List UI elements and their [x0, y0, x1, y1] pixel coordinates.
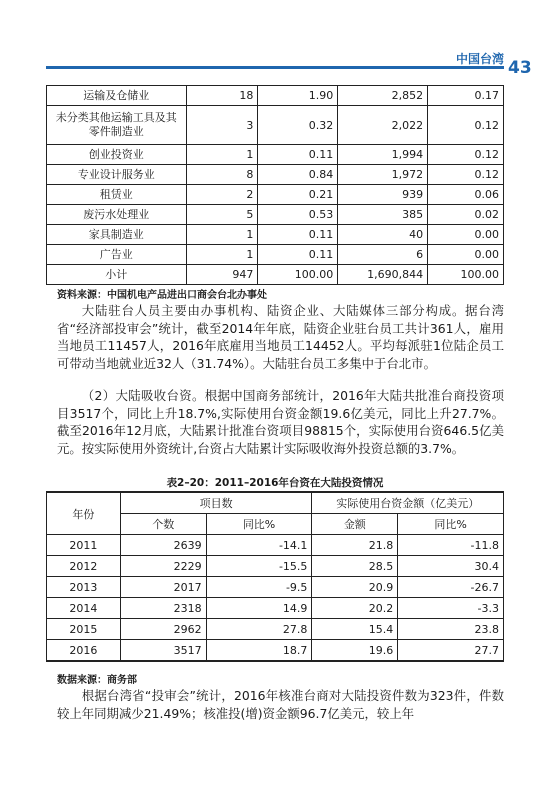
cell-value: 947 — [186, 265, 258, 285]
cell-value: -15.5 — [206, 556, 312, 577]
cell-value: 0.32 — [258, 106, 338, 145]
cell-value: 2639 — [120, 535, 206, 556]
cell-value: 1 — [186, 245, 258, 265]
cell-value: 28.5 — [312, 556, 398, 577]
header-year: 年份 — [47, 492, 121, 535]
row-label: 2016 — [47, 640, 121, 662]
cell-value: 1 — [186, 145, 258, 165]
cell-value: 0.17 — [428, 86, 504, 106]
subheader-yoy-projects: 同比% — [206, 514, 312, 535]
cell-value: 20.2 — [312, 598, 398, 619]
table-row — [47, 225, 504, 245]
cell-value: 0.11 — [258, 245, 338, 265]
cell-value: 1 — [186, 225, 258, 245]
paragraph-approvals: 根据台湾省“投审会”统计，2016年核准台商对大陆投资件数为323件，件数较上年同期减少21.49%；核准投(增)资金额96.7亿美元，较上年 — [57, 688, 504, 721]
cell-value: 18.7 — [206, 640, 312, 662]
row-label: 未分类其他运输工具及其零件制造业 — [47, 106, 187, 145]
header-projects: 项目数 — [120, 492, 312, 514]
cell-value: 0.21 — [258, 185, 338, 205]
cell-value: 1,690,844 — [338, 265, 428, 285]
cell-value: -14.1 — [206, 535, 312, 556]
cell-value: 40 — [338, 225, 428, 245]
cell-value: 0.06 — [428, 185, 504, 205]
cell-value: 385 — [338, 205, 428, 225]
cell-value: 8 — [186, 165, 258, 185]
row-label: 家具制造业 — [47, 225, 187, 245]
cell-value: -26.7 — [398, 577, 504, 598]
cell-value: -11.8 — [398, 535, 504, 556]
cell-value: 0.11 — [258, 225, 338, 245]
table-row — [47, 640, 504, 662]
cell-value: 18 — [186, 86, 258, 106]
cell-value: 2962 — [120, 619, 206, 640]
cell-value: 19.6 — [312, 640, 398, 662]
cell-value: 1,994 — [338, 145, 428, 165]
cell-value: 27.7 — [398, 640, 504, 662]
cell-value: 15.4 — [312, 619, 398, 640]
cell-value: 21.8 — [312, 535, 398, 556]
cell-value: 0.02 — [428, 205, 504, 225]
row-label: 2015 — [47, 619, 121, 640]
cell-value: 0.00 — [428, 245, 504, 265]
row-label: 创业投资业 — [47, 145, 187, 165]
cell-value: 5 — [186, 205, 258, 225]
row-label: 2012 — [47, 556, 121, 577]
row-label: 小计 — [47, 265, 187, 285]
table2-caption: 表2–20：2011–2016年台资在大陆投资情况 — [166, 477, 384, 489]
cell-value: -3.3 — [398, 598, 504, 619]
row-label: 租赁业 — [47, 185, 187, 205]
cell-value: 2017 — [120, 577, 206, 598]
table-row — [47, 598, 504, 619]
cell-value: 2229 — [120, 556, 206, 577]
cell-value: 3 — [186, 106, 258, 145]
cell-value: 14.9 — [206, 598, 312, 619]
cell-value: -9.5 — [206, 577, 312, 598]
subheader-amount: 金额 — [312, 514, 398, 535]
header-title: 中国台湾 — [455, 52, 504, 66]
row-label: 2014 — [47, 598, 121, 619]
table-row — [47, 535, 504, 556]
row-label: 运输及仓储业 — [47, 86, 187, 106]
table-row — [47, 619, 504, 640]
cell-value: 2318 — [120, 598, 206, 619]
cell-value: 6 — [338, 245, 428, 265]
table-row — [47, 245, 504, 265]
cell-value: 939 — [338, 185, 428, 205]
table-row — [47, 165, 504, 185]
page-number: 43 — [508, 58, 532, 78]
row-label: 2013 — [47, 577, 121, 598]
row-label: 废污水处理业 — [47, 205, 187, 225]
row-label: 2011 — [47, 535, 121, 556]
cell-value: 0.00 — [428, 225, 504, 245]
cell-value: 0.12 — [428, 165, 504, 185]
table-row — [47, 265, 504, 285]
industry-investment-table — [46, 85, 504, 285]
table1-source: 资料来源：中国机电产品进出口商会台北办事处 — [57, 290, 267, 301]
cell-value: 30.4 — [398, 556, 504, 577]
paragraph-taiwan-investment: （2）大陆吸收台资。根据中国商务部统计，2016年大陆共批准台商投资项目3517个，同比上升18.7%,实际使用台资金额19.6亿美元，同比上升27.7%。截至2016年12月底，大陆累计批准台资项目98815个，实际使用台资646.5亿美元。按实际使用外资统计,台资占大陆累计实际吸收海外投资总额的3.7%。 — [57, 388, 504, 456]
cell-value: 0.11 — [258, 145, 338, 165]
cell-value: 1,972 — [338, 165, 428, 185]
cell-value: 20.9 — [312, 577, 398, 598]
table-row — [47, 106, 504, 145]
table-row — [47, 185, 504, 205]
table-row — [47, 577, 504, 598]
header-rule — [46, 66, 504, 69]
cell-value: 100.00 — [428, 265, 504, 285]
cell-value: 0.12 — [428, 145, 504, 165]
cell-value: 100.00 — [258, 265, 338, 285]
header-funds: 实际使用台资金额（亿美元） — [312, 492, 504, 514]
subheader-count: 个数 — [120, 514, 206, 535]
cell-value: 1.90 — [258, 86, 338, 106]
cell-value: 0.12 — [428, 106, 504, 145]
table-row — [47, 145, 504, 165]
table-row — [47, 556, 504, 577]
row-label: 广告业 — [47, 245, 187, 265]
row-label: 专业设计服务业 — [47, 165, 187, 185]
cell-value: 2 — [186, 185, 258, 205]
taiwan-investment-table — [46, 491, 504, 662]
cell-value: 3517 — [120, 640, 206, 662]
cell-value: 2,852 — [338, 86, 428, 106]
table-row — [47, 86, 504, 106]
paragraph-staff: 大陆驻台人员主要由办事机构、陆资企业、大陆媒体三部分构成。据台湾省“经济部投审会”统计，截至2014年年底，陆资企业驻台员工共计361人，雇用当地员工11457人，2016年底雇用当地员工14452人。平均每派驻1位陆企员工可带动当地就业近32人（31.74%）。大陆驻台员工多集中于台北市。 — [57, 303, 504, 371]
cell-value: 27.8 — [206, 619, 312, 640]
cell-value: 23.8 — [398, 619, 504, 640]
subheader-yoy-funds: 同比% — [398, 514, 504, 535]
table-row — [47, 205, 504, 225]
cell-value: 2,022 — [338, 106, 428, 145]
cell-value: 0.84 — [258, 165, 338, 185]
table2-source: 数据来源：商务部 — [57, 675, 137, 686]
cell-value: 0.53 — [258, 205, 338, 225]
